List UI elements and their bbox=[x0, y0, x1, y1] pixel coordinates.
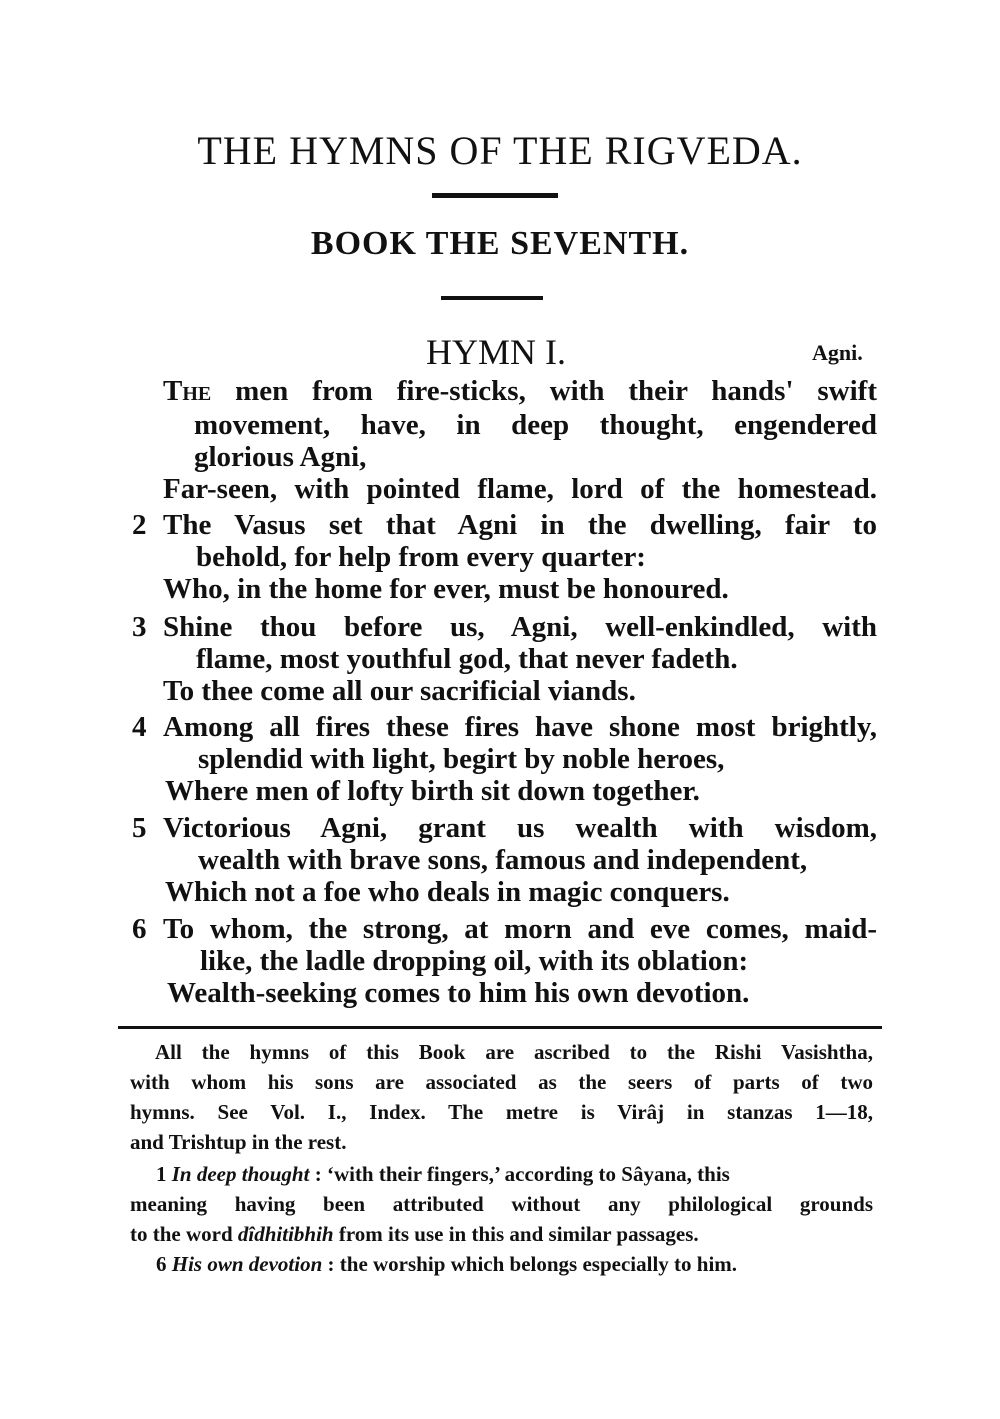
verse-6-number: 6 bbox=[132, 913, 147, 945]
running-title: THE HYMNS OF THE RIGVEDA. bbox=[197, 128, 803, 173]
note-1-number: 1 bbox=[156, 1162, 167, 1186]
verse-6-line-1: To whom, the strong, at morn and eve comes, maid- bbox=[163, 913, 877, 945]
verse-3-line-3: To thee come all our sacrificial viands. bbox=[163, 675, 636, 707]
note-1-line-3-rest: from its use in this and similar passages. bbox=[338, 1222, 699, 1246]
verse-3-line-1: Shine thou before us, Agni, well-enkindled, with bbox=[163, 611, 877, 643]
verse-2-line-1: The Vasus set that Agni in the dwelling, fair to bbox=[163, 509, 877, 541]
verse-1-line-2: movement, have, in deep thought, engendered bbox=[194, 409, 877, 441]
verse-5-line-3: Which not a foe who deals in magic conquers. bbox=[165, 876, 730, 908]
title-divider bbox=[432, 193, 558, 198]
verse-1-initial: The bbox=[163, 375, 212, 407]
verse-5-number: 5 bbox=[132, 812, 147, 844]
verse-2-line-3: Who, in the home for ever, must be honoured. bbox=[163, 573, 729, 605]
footnote-rule bbox=[118, 1026, 882, 1029]
verse-1-line-1 bbox=[163, 374, 877, 408]
note-1-line-3-term: dîdhitibhih bbox=[237, 1222, 334, 1246]
note-1-line-2: meaning having been attributed without any philological grounds bbox=[130, 1192, 873, 1216]
note-6-rest: : the worship which belongs especially to him. bbox=[327, 1252, 738, 1276]
note-1-line-1 bbox=[156, 1160, 730, 1188]
verse-2-number: 2 bbox=[132, 509, 147, 541]
note-intro-line-3: hymns. See Vol. I., Index. The metre is Virâj in stanzas 1—18, bbox=[130, 1100, 873, 1124]
verse-4-line-2: splendid with light, begirt by noble heroes, bbox=[198, 743, 725, 775]
verse-1-line-3: glorious Agni, bbox=[194, 441, 367, 473]
hymn-deity: Agni. bbox=[812, 340, 863, 365]
hymn-title: HYMN I. bbox=[426, 332, 566, 372]
note-1-line-1-rest: : ‘with their fingers,’ according to Sâyana, this bbox=[314, 1162, 730, 1186]
note-1-line-3-start: to the word bbox=[130, 1222, 233, 1246]
verse-5-line-1: Victorious Agni, grant us wealth with wisdom, bbox=[163, 812, 877, 844]
verse-4-line-1: Among all fires these fires have shone most brightly, bbox=[163, 711, 877, 743]
note-6-term: His own devotion bbox=[171, 1252, 323, 1276]
verse-5-line-2: wealth with brave sons, famous and independent, bbox=[198, 844, 808, 876]
verse-4-number: 4 bbox=[132, 711, 147, 743]
verse-3-line-2: flame, most youthful god, that never fadeth. bbox=[196, 643, 738, 675]
note-6-number: 6 bbox=[156, 1252, 167, 1276]
verse-3-number: 3 bbox=[132, 611, 147, 643]
verse-6-line-2: like, the ladle dropping oil, with its oblation: bbox=[200, 945, 749, 977]
book-title: BOOK THE SEVENTH. bbox=[310, 225, 690, 262]
book-divider bbox=[441, 296, 543, 300]
verse-6-line-3: Wealth-seeking comes to him his own devotion. bbox=[167, 977, 750, 1009]
note-6-line bbox=[156, 1250, 737, 1278]
verse-4-line-3: Where men of lofty birth sit down together. bbox=[165, 775, 700, 807]
verse-2-line-2: behold, for help from every quarter: bbox=[196, 541, 646, 573]
verse-1-line-4: Far-seen, with pointed flame, lord of the homestead. bbox=[163, 473, 877, 505]
note-intro-line-2: with whom his sons are associated as the seers of parts of two bbox=[130, 1070, 873, 1094]
verse-1-line-1-text: men from fire-sticks, with their hands' swift bbox=[235, 375, 877, 407]
note-1-term: In deep thought bbox=[171, 1162, 310, 1186]
note-intro-line-4: and Trishtup in the rest. bbox=[130, 1130, 347, 1154]
note-1-line-3 bbox=[130, 1220, 699, 1248]
note-intro-line-1: All the hymns of this Book are ascribed to the Rishi Vasishtha, bbox=[155, 1040, 873, 1064]
